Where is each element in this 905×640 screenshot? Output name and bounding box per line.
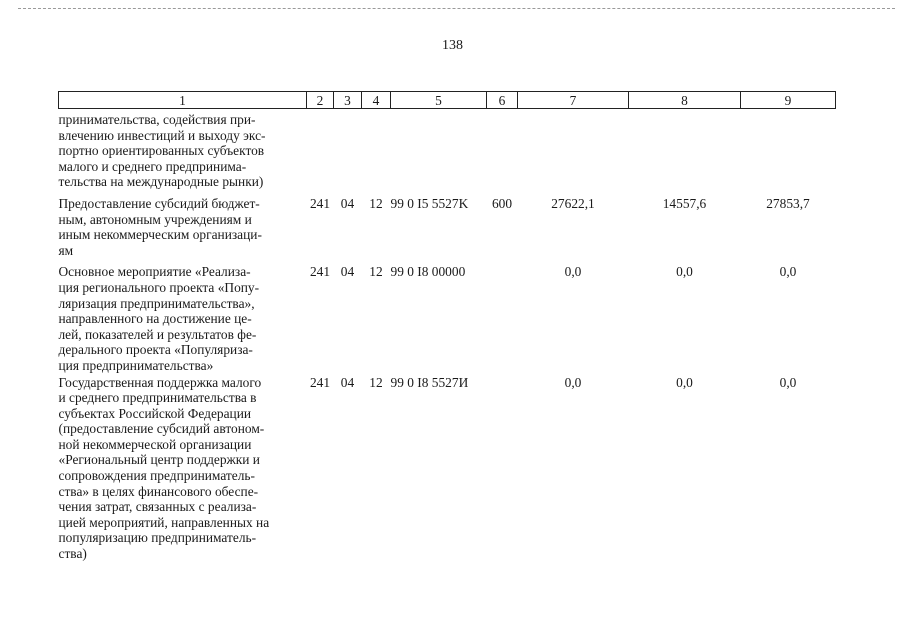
- cell-col7: 0,0: [564, 264, 582, 280]
- cell-col2: [307, 109, 334, 190]
- name-line: Предоставление субсидий бюджет-: [58, 195, 260, 211]
- name-line: портно ориентированных субъектов: [58, 143, 265, 159]
- name-line: дерального проекта «Популяриза-: [58, 342, 253, 358]
- table-row: [59, 374, 836, 562]
- cell-col9: [741, 109, 836, 190]
- cell-col8: 0,0: [676, 264, 693, 280]
- cell-col2: 241: [309, 374, 331, 390]
- cell-col5: 99 0 I8 00000: [390, 264, 466, 280]
- column-number-row: [59, 92, 836, 109]
- name-line: ям: [58, 242, 74, 258]
- column-header: 8: [629, 92, 741, 109]
- budget-table: [58, 91, 836, 562]
- name-line: «Региональный центр поддержки и: [58, 452, 260, 468]
- cell-col3: 04: [340, 264, 355, 280]
- cell-col4: 12: [369, 195, 383, 211]
- cell-col7: 27622,1: [551, 195, 595, 211]
- column-header: 7: [518, 92, 629, 109]
- cell-col3: [334, 109, 362, 190]
- row-name-cell: [59, 374, 307, 562]
- column-header: 9: [741, 92, 836, 109]
- name-line: ция регионального проекта «Попу-: [58, 279, 260, 295]
- cell-col5: 99 0 I5 5527K: [390, 195, 469, 211]
- cell-col6: [487, 109, 518, 190]
- name-line: влечению инвестиций и выходу экс-: [58, 127, 266, 143]
- column-header: 6: [487, 92, 518, 109]
- cell-col8: 0,0: [676, 374, 693, 390]
- column-header: 4: [362, 92, 391, 109]
- name-line: иным некоммерческим организаци-: [58, 227, 262, 243]
- cell-col8: [629, 109, 741, 190]
- cell-col8: 14557,6: [662, 195, 707, 211]
- name-line: направленного на достижение це-: [58, 311, 252, 327]
- table-row: [59, 109, 836, 190]
- cell-col9: 27853,7: [766, 195, 810, 211]
- cell-col4: [362, 109, 391, 190]
- name-line: лей, показателей и результатов фе-: [58, 326, 257, 342]
- name-line: принимательства, содействия при-: [58, 112, 256, 127]
- row-name-cell: [59, 109, 307, 190]
- cell-col7: 0,0: [564, 374, 582, 390]
- cell-col3: 04: [340, 195, 355, 211]
- cell-col4: 12: [369, 374, 383, 390]
- cell-col5: [391, 109, 487, 190]
- cell-col9: 0,0: [779, 374, 797, 390]
- name-line: субъектах Российской Федерации: [58, 405, 252, 421]
- name-line: ства): [58, 546, 87, 562]
- name-line: и среднего предпринимательства в: [58, 390, 257, 406]
- top-dashed-rule: [18, 8, 895, 9]
- column-header: 5: [391, 92, 487, 109]
- name-line: ной некоммерческой организации: [58, 436, 252, 452]
- cell-col3: 04: [340, 374, 355, 390]
- column-header: 3: [334, 92, 362, 109]
- cell-col6: 600: [491, 195, 513, 211]
- name-line: ным, автономным учреждениям и: [58, 211, 252, 227]
- table-row: [59, 190, 836, 258]
- name-line: популяризацию предприниматель-: [58, 530, 257, 546]
- name-line: цией мероприятий, направленных на: [58, 514, 270, 530]
- cell-col6: [487, 258, 518, 373]
- cell-col9: 0,0: [779, 264, 797, 280]
- table-row: [59, 258, 836, 373]
- column-header: 2: [307, 92, 334, 109]
- name-line: ляризация предпринимательства»,: [58, 295, 255, 311]
- row-name-cell: [59, 190, 307, 258]
- name-line: малого и среднего предпринима-: [58, 158, 247, 174]
- page-number: 138: [442, 38, 463, 53]
- name-line: Государственная поддержка малого: [58, 374, 262, 390]
- name-line: ства» в целях финансового обеспе-: [58, 483, 259, 499]
- name-line: (предоставление субсидий автоном-: [58, 421, 265, 437]
- cell-col2: 241: [309, 264, 331, 280]
- name-line: чения затрат, связанных с реализа-: [58, 499, 257, 515]
- name-line: ция предпринимательства»: [58, 357, 214, 373]
- cell-col2: 241: [309, 195, 331, 211]
- name-line: тельства на международные рынки): [58, 174, 264, 190]
- cell-col7: [518, 109, 629, 190]
- cell-col6: [487, 374, 518, 562]
- name-line: Основное мероприятие «Реализа-: [58, 264, 251, 280]
- column-header: 1: [59, 92, 307, 109]
- cell-col4: 12: [369, 264, 383, 280]
- cell-col5: 99 0 I8 5527И: [390, 374, 469, 390]
- row-name-cell: [59, 258, 307, 373]
- name-line: сопровождения предприниматель-: [58, 468, 255, 484]
